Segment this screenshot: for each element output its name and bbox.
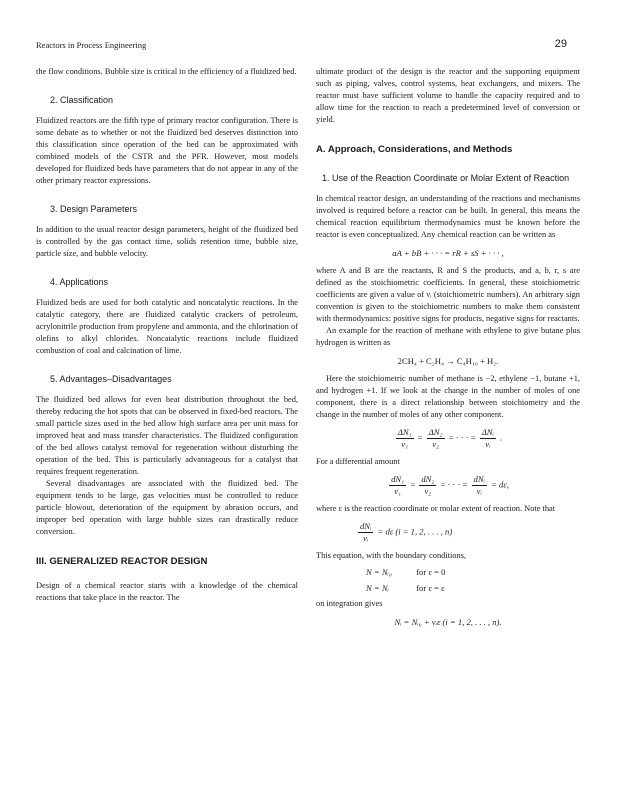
equation-text: = · · · =	[448, 432, 476, 443]
numerator: ΔN₂	[428, 427, 443, 437]
subsection-heading: 4. Applications	[50, 277, 109, 287]
paragraph: the flow conditions. Bubble size is critical to the efficiency of a fluidized bed.	[36, 67, 297, 76]
paragraph: This equation, with the boundary conditions,	[316, 551, 467, 560]
denominator: νᵢ	[363, 533, 369, 543]
paragraph: An example for the reaction of methane with ethylene to give butane plus hydrogen is written as	[316, 326, 580, 347]
denominator: νᵢ	[476, 486, 482, 496]
equation-general-reaction: aA + bB + · · · = rR + sS + · · · ,	[392, 248, 504, 258]
equation-text: 2CH₄ + C₂H₄ → C₄H₁₀ + H₂.	[397, 356, 499, 366]
numerator: dN₂	[421, 474, 435, 484]
boundary-condition	[366, 582, 580, 594]
numerator: dNᵢ	[360, 521, 372, 531]
equation-text: .	[500, 432, 503, 443]
numerator: dNᵢ	[473, 474, 485, 484]
paragraph: The fluidized bed allows for even heat distribution throughout the bed, thereby reducing the hot spots that can be observed in fixed-bed reactors. The small particle sizes used in the bed allow high surface area per unit mass for improved heat and mass transfer characteristics. The fluidized configuration of the bed allows catalyst removal for regeneration without disturbing the operation of the bed. This is particularly advantageous for a catalyst that requires frequent regeneration.	[36, 395, 298, 476]
equation-text: = dε (i = 1, 2, . . . , n)	[377, 526, 453, 537]
denominator: ν₂	[432, 439, 440, 449]
denominator: ν₁	[394, 486, 402, 496]
denominator: ν₂	[424, 486, 432, 496]
section-heading: III. GENERALIZED REACTOR DESIGN	[36, 556, 208, 567]
subsection-heading: 1. Use of the Reaction Coordinate or Molar Extent of Reaction	[322, 173, 570, 183]
paragraph: Here the stoichiometric number of methane is −2, ethylene −1, butane +1, and hydrogen +1. If we look at the change in the number of moles of one component, there is a direct relationship between stoichiometry and the change in the number of moles of any other component.	[316, 374, 580, 419]
fraction	[472, 474, 487, 497]
paragraph: where A and B are the reactants, R and S the products, and a, b, r, s are defined as the stoichiometric coefficients. In general, these stoichiometric coefficients are given a value of νᵢ (stoichiometric numbers). An arbitrary sign convention is given to the stoichiometric numbers to make them consistent with thermodynamics: positive signs for products, negative signs for reactants.	[316, 266, 580, 323]
equation-delta-ratio: $\frac{\text{ΔN₁}}{\text{ν₁}}$ = $\frac{\text{ΔN₂}}{\text{ν₂}}$ = · · · = $\frac{\text{ΔNᵢ}}{\text{νᵢ}}$ .	[397, 427, 503, 449]
paragraph: In chemical reactor design, an understanding of the reactions and mechanisms involved is required before a reactor can be built. In general, this means the chemical reaction equilibrium thermodynamics must be known before the reactor is even conceptualized. Any chemical reaction can be written as	[316, 194, 580, 239]
fraction	[480, 427, 496, 450]
equation-differential-ratio: $\frac{\text{dN₁}}{\text{ν₁}}$ = $\frac{\text{dN₂}}{\text{ν₂}}$ = · · · = $\frac{\text{dNᵢ}}{\text{νᵢ}}$ = dε,	[391, 474, 509, 496]
subsection-heading: 3. Design Parameters	[50, 204, 138, 214]
fraction	[358, 521, 373, 544]
subsection-heading: 2. Classification	[50, 95, 114, 105]
section-heading: A. Approach, Considerations, and Methods	[316, 144, 513, 155]
denominator: νᵢ	[485, 439, 491, 449]
numerator: ΔNᵢ	[481, 427, 494, 437]
paragraph: Several disadvantages are associated with the fluidized bed. The equipment tends to be large, gas velocities must be controlled to reduce particle blowout, deterioration of the equipment by abrasion occurs, and improper bed operation with large bubble sizes can drastically reduce conversion.	[36, 479, 298, 536]
numerator: ΔN₁	[397, 427, 412, 437]
equation-text: = dε,	[491, 479, 509, 490]
denominator: ν₁	[401, 439, 409, 449]
paragraph: Fluidized beds are used for both catalytic and noncatalytic reactions. In the catalytic category, there are fluidized catalytic crackers of petroleum, acrylonitrile production from propylene and ammonia, and the chlorination of olefins to alkyl chlorides. Noncatalytic reactions include fluidized combustion of coal and calcination of lime.	[36, 298, 298, 355]
fraction	[396, 427, 414, 450]
paragraph: Design of a chemical reactor starts with a knowledge of the chemical reactions that take place in the reactor. The	[36, 581, 298, 602]
boundary-lhs: N = Nᵢ₀	[366, 567, 392, 577]
equation-integrated: Nᵢ = Nᵢ₀ + νᵢε (i = 1, 2, . . . , n).	[394, 617, 502, 627]
left-column	[36, 66, 298, 604]
boundary-rhs: for ε = 0	[416, 567, 446, 577]
paragraph: Fluidized reactors are the fifth type of primary reactor configuration. There is some debate as to whether or not the fluidized bed deserves distinction into this classification since operation of the bed can be approximated with combined models of the CSTR and the PFR. However, most models developed for fluidized beds have parameters that do not appear in any of the other primary reactor expressions.	[36, 116, 298, 185]
running-head: Reactors in Process Engineering	[36, 40, 147, 50]
right-column	[316, 66, 580, 634]
paragraph: where ε is the reaction coordinate or molar extent of reaction. Note that	[316, 504, 556, 513]
page-number: 29	[554, 38, 567, 50]
paragraph: on integration gives	[316, 599, 383, 608]
paragraph: ultimate product of the design is the reactor and the supporting equipment such as piping, valves, control systems, heat exchangers, and mixers. The reactor must have sufficient volume to handle the capacity required and to allow time for the reaction to reach a predetermined level of conversion or yield.	[316, 67, 580, 124]
boundary-rhs: for ε = ε	[416, 583, 445, 593]
boundary-lhs: N = Nᵢ	[366, 583, 389, 593]
numerator: dN₁	[391, 474, 405, 484]
fraction	[389, 474, 406, 497]
paragraph: In addition to the usual reactor design parameters, height of the fluidized bed is controlled by the gas contact time, solids retention time, bubble size, particle size, and bubble velocity.	[36, 225, 298, 258]
equation-extent	[356, 521, 580, 544]
equation-text: = · · · =	[440, 479, 468, 490]
fraction	[419, 474, 436, 497]
fraction	[427, 427, 445, 450]
paragraph: For a differential amount	[316, 457, 400, 466]
boundary-condition	[366, 566, 580, 578]
equation-methane-reaction	[316, 355, 580, 367]
subsection-heading: 5. Advantages–Disadvantages	[50, 374, 172, 384]
